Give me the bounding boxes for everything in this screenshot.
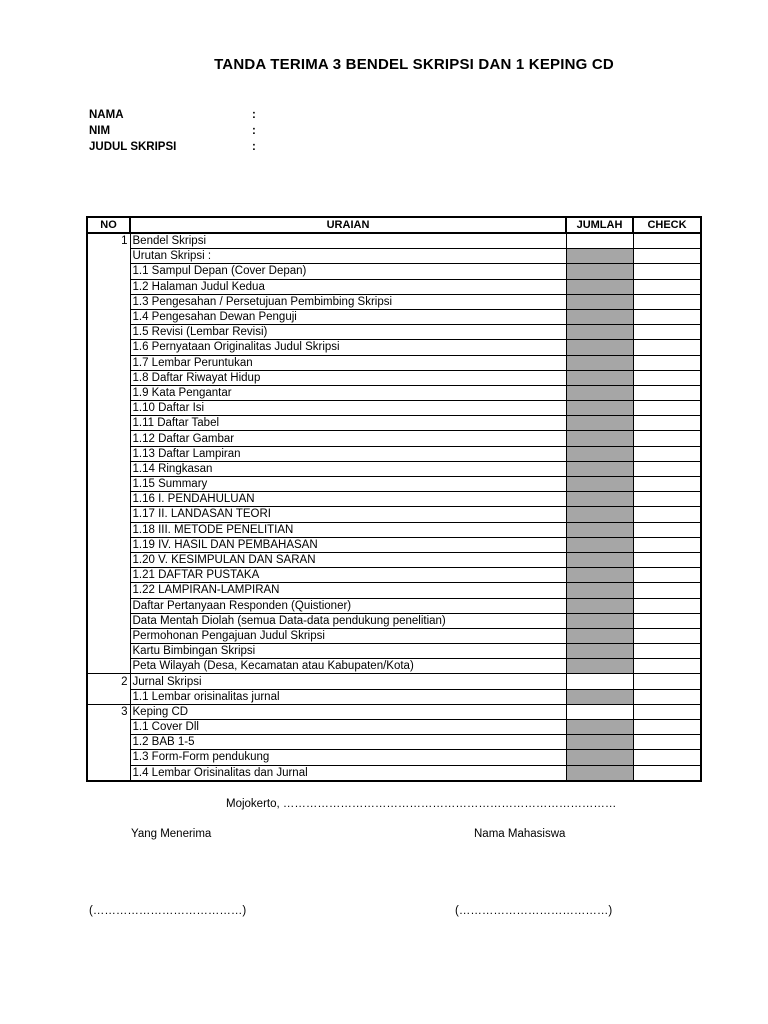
row-number xyxy=(87,264,130,279)
row-check-cell xyxy=(633,674,701,689)
row-description: 1.22 LAMPIRAN-LAMPIRAN xyxy=(130,583,566,598)
row-jumlah-cell xyxy=(566,309,633,324)
row-jumlah-cell xyxy=(566,477,633,492)
row-number xyxy=(87,461,130,476)
row-number xyxy=(87,552,130,567)
row-number xyxy=(87,279,130,294)
row-number xyxy=(87,765,130,781)
row-number: 2 xyxy=(87,674,130,689)
row-jumlah-cell xyxy=(566,279,633,294)
row-description: 1.2 Halaman Judul Kedua xyxy=(130,279,566,294)
row-description: 1.14 Ringkasan xyxy=(130,461,566,476)
table-row xyxy=(87,568,701,583)
field-nama xyxy=(89,107,389,123)
row-check-cell xyxy=(633,325,701,340)
row-number xyxy=(87,644,130,659)
row-check-cell xyxy=(633,461,701,476)
row-check-cell xyxy=(633,659,701,674)
row-check-cell xyxy=(633,689,701,704)
row-check-cell xyxy=(633,537,701,552)
row-description: 1.4 Pengesahan Dewan Penguji xyxy=(130,309,566,324)
field-label: NIM xyxy=(89,125,111,137)
row-jumlah-cell xyxy=(566,583,633,598)
row-description: Keping CD xyxy=(130,704,566,719)
table-row xyxy=(87,401,701,416)
row-jumlah-cell xyxy=(566,750,633,765)
row-description: 1.2 BAB 1-5 xyxy=(130,735,566,750)
row-jumlah-cell xyxy=(566,644,633,659)
row-description: 1.5 Revisi (Lembar Revisi) xyxy=(130,325,566,340)
row-check-cell xyxy=(633,309,701,324)
table-row xyxy=(87,674,701,689)
row-number xyxy=(87,340,130,355)
row-check-cell xyxy=(633,477,701,492)
row-description: Peta Wilayah (Desa, Kecamatan atau Kabupaten/Kota) xyxy=(130,659,566,674)
row-number xyxy=(87,568,130,583)
row-description: 1.8 Daftar Riwayat Hidup xyxy=(130,370,566,385)
checklist-table xyxy=(86,216,702,782)
row-number: 1 xyxy=(87,233,130,249)
row-number xyxy=(87,385,130,400)
row-check-cell xyxy=(633,431,701,446)
table-row xyxy=(87,294,701,309)
row-number xyxy=(87,613,130,628)
table-row xyxy=(87,355,701,370)
row-check-cell xyxy=(633,233,701,249)
row-number xyxy=(87,522,130,537)
table-row xyxy=(87,659,701,674)
table-row xyxy=(87,552,701,567)
row-check-cell xyxy=(633,249,701,264)
field-colon: : xyxy=(252,141,256,153)
row-description: 1.1 Lembar orisinalitas jurnal xyxy=(130,689,566,704)
row-jumlah-cell xyxy=(566,765,633,781)
row-number xyxy=(87,750,130,765)
table-row xyxy=(87,446,701,461)
row-number xyxy=(87,735,130,750)
row-check-cell xyxy=(633,765,701,781)
table-row xyxy=(87,340,701,355)
row-check-cell xyxy=(633,613,701,628)
table-row xyxy=(87,233,701,249)
row-jumlah-cell xyxy=(566,659,633,674)
row-jumlah-cell xyxy=(566,628,633,643)
table-row xyxy=(87,689,701,704)
row-description: 1.3 Form-Form pendukung xyxy=(130,750,566,765)
row-jumlah-cell xyxy=(566,492,633,507)
row-number xyxy=(87,477,130,492)
field-colon: : xyxy=(252,109,256,121)
field-label: NAMA xyxy=(89,109,124,121)
table-row xyxy=(87,249,701,264)
table-row xyxy=(87,613,701,628)
table-row xyxy=(87,370,701,385)
row-jumlah-cell xyxy=(566,689,633,704)
row-number: 3 xyxy=(87,704,130,719)
row-jumlah-cell xyxy=(566,431,633,446)
row-description: 1.18 III. METODE PENELITIAN xyxy=(130,522,566,537)
row-jumlah-cell xyxy=(566,613,633,628)
table-row xyxy=(87,385,701,400)
row-description: 1.1 Sampul Depan (Cover Depan) xyxy=(130,264,566,279)
row-jumlah-cell xyxy=(566,340,633,355)
header-uraian: URAIAN xyxy=(130,217,566,233)
row-jumlah-cell xyxy=(566,552,633,567)
row-check-cell xyxy=(633,401,701,416)
row-description: 1.15 Summary xyxy=(130,477,566,492)
table-row xyxy=(87,461,701,476)
row-jumlah-cell xyxy=(566,370,633,385)
row-jumlah-cell xyxy=(566,461,633,476)
row-check-cell xyxy=(633,340,701,355)
table-row xyxy=(87,598,701,613)
row-check-cell xyxy=(633,568,701,583)
table-row xyxy=(87,416,701,431)
row-jumlah-cell xyxy=(566,720,633,735)
row-number xyxy=(87,492,130,507)
row-number xyxy=(87,416,130,431)
row-jumlah-cell xyxy=(566,507,633,522)
table-row xyxy=(87,431,701,446)
row-check-cell xyxy=(633,385,701,400)
table-row xyxy=(87,279,701,294)
row-jumlah-cell xyxy=(566,385,633,400)
row-check-cell xyxy=(633,416,701,431)
row-description: 1.11 Daftar Tabel xyxy=(130,416,566,431)
row-number xyxy=(87,598,130,613)
table-row xyxy=(87,644,701,659)
row-description: 1.6 Pernyataan Originalitas Judul Skripsi xyxy=(130,340,566,355)
table-row xyxy=(87,583,701,598)
row-check-cell xyxy=(633,644,701,659)
row-check-cell xyxy=(633,720,701,735)
student-fields xyxy=(89,107,389,155)
table-body xyxy=(87,233,701,781)
header-jumlah: JUMLAH xyxy=(566,217,633,233)
row-description: 1.3 Pengesahan / Persetujuan Pembimbing Skripsi xyxy=(130,294,566,309)
table-row xyxy=(87,492,701,507)
table-row xyxy=(87,522,701,537)
field-colon: : xyxy=(252,125,256,137)
table-header-row xyxy=(87,217,701,233)
row-check-cell xyxy=(633,583,701,598)
student-label: Nama Mahasiswa xyxy=(474,828,566,840)
row-number xyxy=(87,507,130,522)
table-row xyxy=(87,720,701,735)
row-number xyxy=(87,659,130,674)
table-row xyxy=(87,325,701,340)
row-jumlah-cell xyxy=(566,537,633,552)
row-jumlah-cell xyxy=(566,568,633,583)
row-jumlah-cell xyxy=(566,233,633,249)
row-number xyxy=(87,294,130,309)
row-jumlah-cell xyxy=(566,522,633,537)
row-number xyxy=(87,401,130,416)
receiver-signature-line: (…………………………………) xyxy=(89,905,247,917)
row-number xyxy=(87,583,130,598)
row-number xyxy=(87,370,130,385)
header-no: NO xyxy=(87,217,130,233)
row-check-cell xyxy=(633,492,701,507)
row-check-cell xyxy=(633,735,701,750)
row-jumlah-cell xyxy=(566,446,633,461)
row-check-cell xyxy=(633,628,701,643)
row-jumlah-cell xyxy=(566,294,633,309)
table-row xyxy=(87,765,701,781)
row-description: Data Mentah Diolah (semua Data-data pendukung penelitian) xyxy=(130,613,566,628)
row-jumlah-cell xyxy=(566,249,633,264)
table-row xyxy=(87,477,701,492)
header-check: CHECK xyxy=(633,217,701,233)
row-description: 1.20 V. KESIMPULAN DAN SARAN xyxy=(130,552,566,567)
row-check-cell xyxy=(633,446,701,461)
row-description: 1.7 Lembar Peruntukan xyxy=(130,355,566,370)
row-jumlah-cell xyxy=(566,264,633,279)
row-number xyxy=(87,431,130,446)
row-description: Jurnal Skripsi xyxy=(130,674,566,689)
row-description: 1.10 Daftar Isi xyxy=(130,401,566,416)
field-nim xyxy=(89,123,389,139)
row-number xyxy=(87,325,130,340)
row-check-cell xyxy=(633,279,701,294)
row-check-cell xyxy=(633,750,701,765)
row-number xyxy=(87,355,130,370)
row-number xyxy=(87,446,130,461)
table-row xyxy=(87,735,701,750)
row-description: Urutan Skripsi : xyxy=(130,249,566,264)
row-check-cell xyxy=(633,522,701,537)
table-row xyxy=(87,309,701,324)
row-check-cell xyxy=(633,294,701,309)
field-judul-skripsi xyxy=(89,139,389,155)
student-signature-line: (…………………………………) xyxy=(455,905,613,917)
row-number xyxy=(87,537,130,552)
row-number xyxy=(87,720,130,735)
row-description: 1.1 Cover Dll xyxy=(130,720,566,735)
table-row xyxy=(87,628,701,643)
row-description: 1.19 IV. HASIL DAN PEMBAHASAN xyxy=(130,537,566,552)
row-jumlah-cell xyxy=(566,325,633,340)
row-number xyxy=(87,309,130,324)
row-check-cell xyxy=(633,598,701,613)
row-number xyxy=(87,249,130,264)
row-check-cell xyxy=(633,552,701,567)
table-row xyxy=(87,507,701,522)
receiver-label: Yang Menerima xyxy=(131,828,212,840)
document-title: TANDA TERIMA 3 BENDEL SKRIPSI DAN 1 KEPING CD xyxy=(214,56,614,73)
row-check-cell xyxy=(633,370,701,385)
row-description: 1.13 Daftar Lampiran xyxy=(130,446,566,461)
row-jumlah-cell xyxy=(566,704,633,719)
row-description: Daftar Pertanyaan Responden (Quistioner) xyxy=(130,598,566,613)
table-row xyxy=(87,537,701,552)
table-row xyxy=(87,704,701,719)
row-number xyxy=(87,689,130,704)
row-description: 1.9 Kata Pengantar xyxy=(130,385,566,400)
row-check-cell xyxy=(633,355,701,370)
table-row xyxy=(87,264,701,279)
row-jumlah-cell xyxy=(566,735,633,750)
row-description: 1.4 Lembar Orisinalitas dan Jurnal xyxy=(130,765,566,781)
row-number xyxy=(87,628,130,643)
row-description: Bendel Skripsi xyxy=(130,233,566,249)
row-description: 1.12 Daftar Gambar xyxy=(130,431,566,446)
row-description: Kartu Bimbingan Skripsi xyxy=(130,644,566,659)
place-date: Mojokerto, …………………………………………………………………………… xyxy=(226,798,617,810)
table-row xyxy=(87,750,701,765)
row-jumlah-cell xyxy=(566,598,633,613)
row-check-cell xyxy=(633,507,701,522)
row-check-cell xyxy=(633,264,701,279)
row-description: Permohonan Pengajuan Judul Skripsi xyxy=(130,628,566,643)
row-jumlah-cell xyxy=(566,416,633,431)
row-description: 1.21 DAFTAR PUSTAKA xyxy=(130,568,566,583)
row-description: 1.16 I. PENDAHULUAN xyxy=(130,492,566,507)
row-jumlah-cell xyxy=(566,674,633,689)
field-label: JUDUL SKRIPSI xyxy=(89,141,177,153)
row-description: 1.17 II. LANDASAN TEORI xyxy=(130,507,566,522)
row-jumlah-cell xyxy=(566,401,633,416)
row-jumlah-cell xyxy=(566,355,633,370)
row-check-cell xyxy=(633,704,701,719)
